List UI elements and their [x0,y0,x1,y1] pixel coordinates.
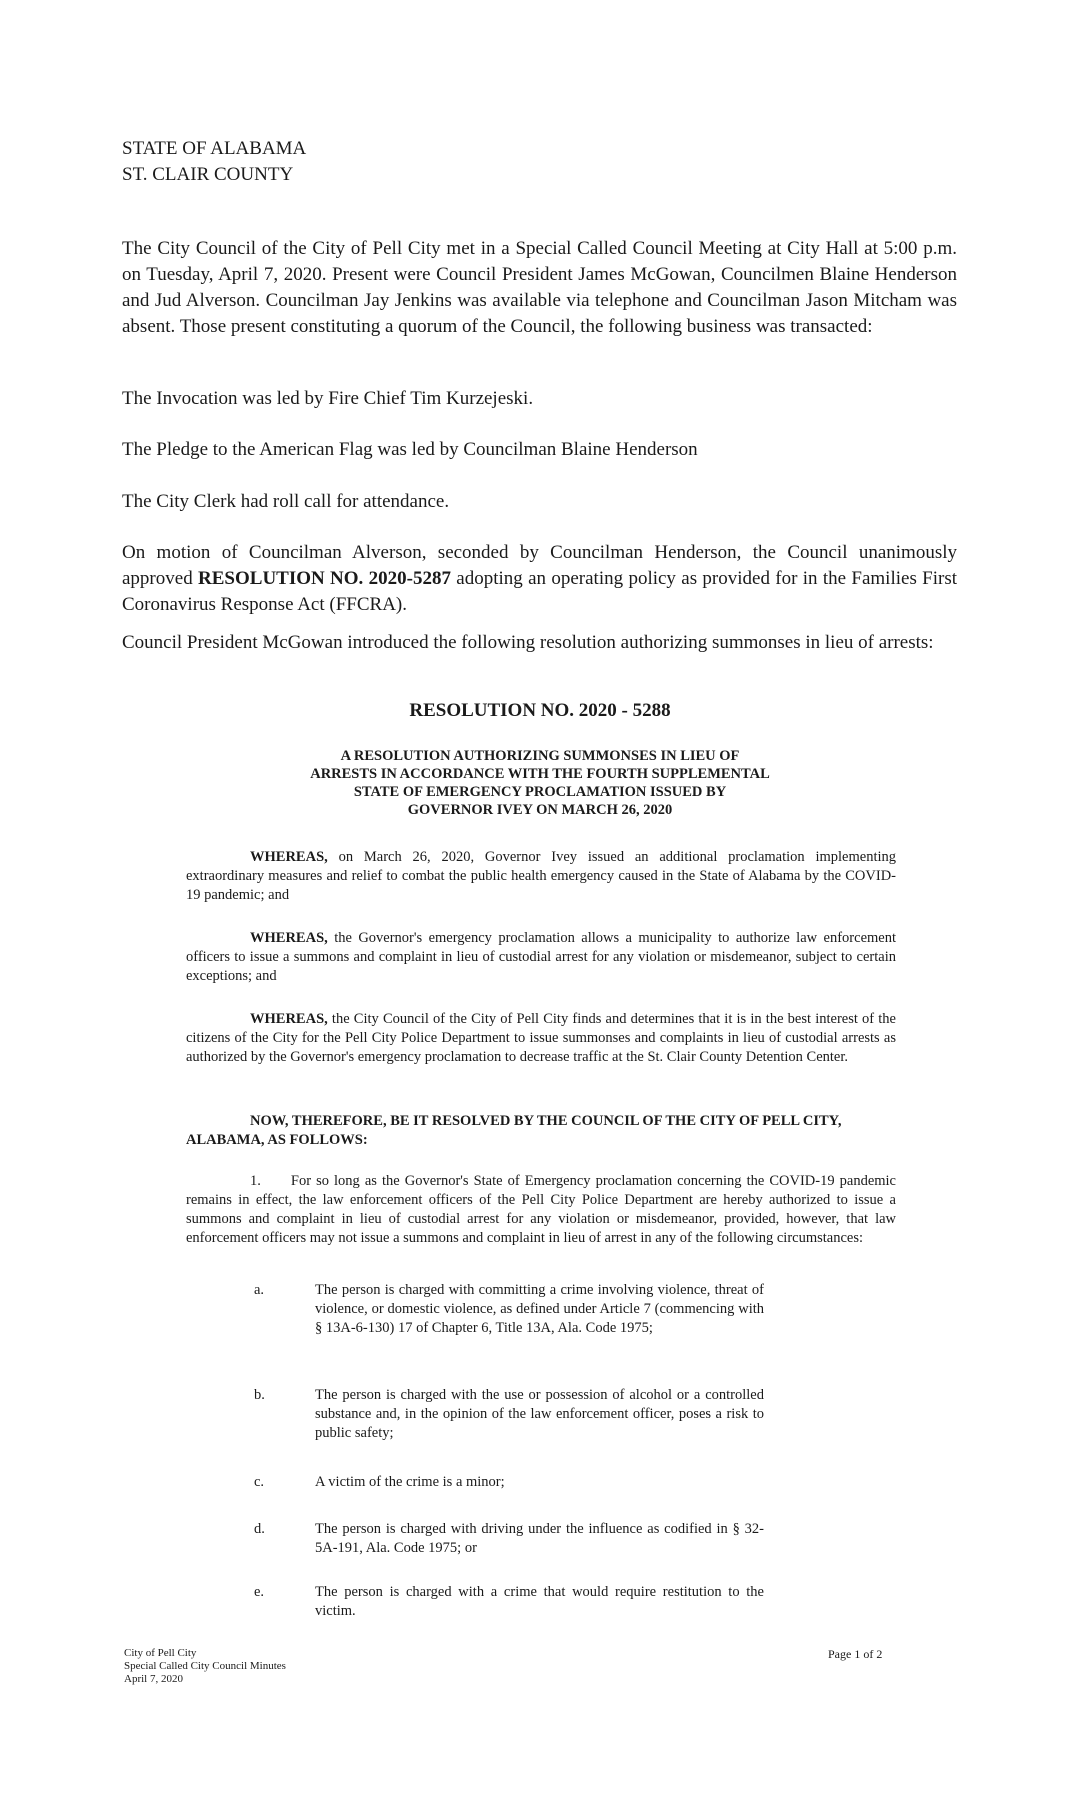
list-item-text: The person is charged with driving under the influence as codified in § 32-5A-191, Ala. Code 1975; or [315,1521,764,1556]
now-therefore-clause [186,1112,896,1150]
resolution-subtitle-line: A RESOLUTION AUTHORIZING SUMMONSES IN LIEU OF [340,748,740,764]
list-item-letter: e. [254,1584,265,1600]
list-item-letter: d. [254,1521,265,1537]
intro-paragraph: The City Council of the City of Pell City met in a Special Called Council Meeting at City Hall at 5:00 p.m. on Tuesday, April 7, 2020. Present were Council President James McGowan, Councilmen Blaine Henderson and Jud Alverson. Councilman Jay Jenkins was available via telephone and Councilman Jason Mitcham was absent. Those present constituting a quorum of the Council, the following business was transacted: [122,238,957,337]
footer-city: City of Pell City [124,1647,197,1659]
list-item-text: The person is charged with a crime that would require restitution to the victim. [315,1584,764,1619]
resolution-subtitle-line: ARRESTS IN ACCORDANCE WITH THE FOURTH SUPPLEMENTAL [310,766,770,782]
list-item [254,1281,764,1338]
list-item-text: The person is charged with the use or possession of alcohol or a controlled substance and, in the opinion of the law enforcement officer, poses a risk to public safety; [315,1387,764,1441]
resolution-subtitle-line: GOVERNOR IVEY ON MARCH 26, 2020 [407,802,673,818]
whereas-clause-1 [186,848,896,905]
list-item [254,1473,764,1492]
list-item [254,1520,764,1558]
now-therefore-text: NOW, THEREFORE, BE IT RESOLVED BY THE COUNCIL OF THE CITY OF PELL CITY, ALABAMA, AS FOLLOWS: [186,1113,842,1148]
introduction-paragraph: Council President McGowan introduced the following resolution authorizing summonses in lieu of arrests: [122,632,934,653]
resolution-subtitle-line: STATE OF EMERGENCY PROCLAMATION ISSUED BY [353,784,727,800]
section-1-number: 1. [250,1173,261,1189]
footer-date: April 7, 2020 [124,1673,183,1685]
county-heading: ST. CLAIR COUNTY [122,164,294,185]
roll-call-line: The City Clerk had roll call for attendance. [122,491,450,512]
invocation-line: The Invocation was led by Fire Chief Tim Kurzejeski. [122,388,534,409]
page-number: Page 1 of 2 [828,1647,883,1661]
list-item-letter: c. [254,1474,265,1490]
section-1 [186,1172,896,1248]
whereas-text: the City Council of the City of Pell City finds and determines that it is in the best interest of the citizens of the City for the Pell City Police Department to issue summonses and complaints in lieu of custodial arrests as authorized by the Governor's emergency proclamation to decrease traffic at the St. Clair County Detention Center. [186,1011,896,1065]
section-1-text: For so long as the Governor's State of Emergency proclamation concerning the COVID-19 pandemic remains in effect, the law enforcement officers of the Pell City Police Department are hereby authorized to issue a summons and complaint in lieu of custodial arrest for any violation or misdemeanor, provided, however, that law enforcement officers may not issue a summons and complaint in lieu of arrest in any of the following circumstances: [186,1173,896,1246]
whereas-text: on March 26, 2020, Governor Ivey issued an additional proclamation implementing extraordinary measures and relief to combat the public health emergency caused in the State of Alabama by the COVID-19 pandemic; and [186,849,896,903]
resolution-title: RESOLUTION NO. 2020 - 5288 [409,700,671,721]
whereas-label: WHEREAS, [250,930,328,946]
whereas-clause-2 [186,929,896,986]
footer-meeting: Special Called City Council Minutes [124,1660,286,1672]
pledge-line: The Pledge to the American Flag was led by Councilman Blaine Henderson [122,439,698,460]
motion-resolution-number: RESOLUTION NO. 2020-5287 [198,568,451,589]
motion-text-after: adopting an operating policy as provided for in the Families First Coronavirus Response Act (FFCRA). [122,568,958,615]
whereas-clause-3 [186,1010,896,1067]
whereas-label: WHEREAS, [250,849,328,865]
motion-text-before: On motion of Councilman Alverson, seconded by Councilman Henderson, the Council unanimously approved [122,542,957,589]
list-item-text: A victim of the crime is a minor; [315,1474,505,1490]
whereas-label: WHEREAS, [250,1011,328,1027]
motion-paragraph [122,540,957,618]
state-heading: STATE OF ALABAMA [122,138,307,159]
whereas-text: the Governor's emergency proclamation allows a municipality to authorize law enforcement officers to issue a summons and complaint in lieu of custodial arrest for any violation or misdemeanor, subject to certain exceptions; and [186,930,896,984]
resolution-subtitle [0,747,1080,819]
footer-info [124,1647,286,1686]
list-item [254,1583,764,1621]
list-item-letter: b. [254,1387,265,1403]
list-item-text: The person is charged with committing a crime involving violence, threat of violence, or domestic violence, as defined under Article 7 (commencing with § 13A-6-130) 17 of Chapter 6, Title 13A, Ala. Code 1975; [315,1282,764,1336]
list-item-letter: a. [254,1282,265,1298]
document-header [122,136,306,188]
list-item [254,1386,764,1443]
